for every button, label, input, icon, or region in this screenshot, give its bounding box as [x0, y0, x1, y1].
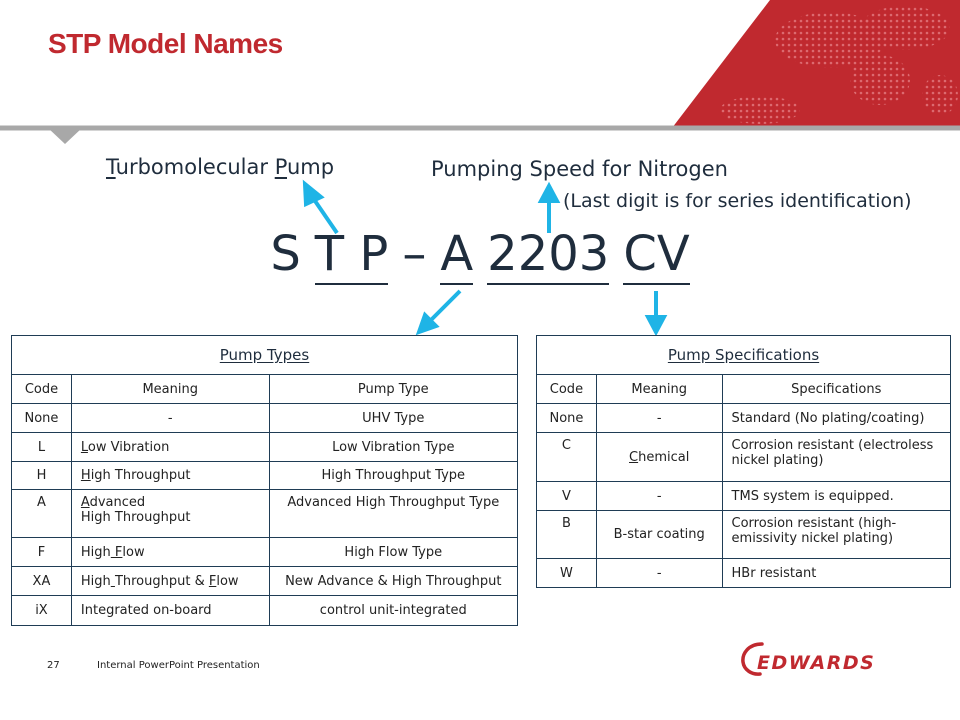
table-row	[12, 433, 518, 462]
table-row	[12, 462, 518, 490]
column-header: Meaning	[71, 375, 269, 404]
annotation-pumping-speed: Pumping Speed for Nitrogen	[431, 157, 728, 181]
arrow-to-turbo	[305, 184, 337, 233]
meaning-cell: Integrated on-board	[71, 596, 269, 626]
spec-cell: Corrosion resistant (electroless nickel plating)	[722, 433, 950, 482]
meaning-cell	[71, 567, 269, 596]
meaning-cell	[71, 433, 269, 462]
code-cell: L	[12, 433, 72, 462]
code-cell: W	[537, 559, 597, 588]
meaning-text: ow Vibration	[87, 439, 170, 455]
type-cell: High Flow Type	[269, 538, 517, 567]
underlined-letter: L	[80, 439, 88, 455]
column-header: Meaning	[596, 375, 722, 404]
table-row	[12, 538, 518, 567]
table-row	[12, 490, 518, 538]
edwards-logo: EDWARDS	[757, 652, 876, 674]
code-cell: None	[12, 404, 72, 433]
underlined-letter: A	[80, 495, 90, 510]
arrow-to-pump-specs	[648, 291, 664, 332]
meaning-text: dvanced	[89, 495, 146, 510]
spec-cell: Corrosion resistant (high-emissivity nickel plating)	[722, 511, 950, 559]
spec-cell: HBr resistant	[722, 559, 950, 588]
model-spec: CV	[623, 225, 689, 285]
spec-cell: Standard (No plating/coating)	[722, 404, 950, 433]
code-cell: V	[537, 482, 597, 511]
pump-types-title: Pump Types	[12, 336, 518, 375]
meaning-cell	[596, 433, 722, 482]
spec-cell: TMS system is equipped.	[722, 482, 950, 511]
page-number: 27	[47, 660, 60, 671]
code-cell: B	[537, 511, 597, 559]
model-s: S	[270, 226, 301, 282]
model-dash: –	[402, 226, 427, 282]
meaning-text: Throughput &	[114, 573, 209, 589]
type-cell: Advanced High Throughput Type	[269, 490, 517, 538]
column-header: Pump Type	[269, 375, 517, 404]
pump-specs-title: Pump Specifications	[537, 336, 951, 375]
table-row	[537, 433, 951, 482]
underlined-letter-t: T	[106, 155, 116, 179]
underlined-letter-p: P	[274, 155, 287, 179]
column-header: Code	[12, 375, 72, 404]
code-cell: F	[12, 538, 72, 567]
column-header: Specifications	[722, 375, 950, 404]
table-row	[12, 404, 518, 433]
type-cell: control unit-integrated	[269, 596, 517, 626]
meaning-cell: -	[71, 404, 269, 433]
meaning-text-line2: High Throughput	[80, 510, 191, 525]
model-tp: T P	[315, 225, 389, 285]
underlined-letter: H	[80, 468, 91, 483]
annotation-text: ump	[287, 155, 335, 179]
meaning-cell	[71, 462, 269, 490]
arrow-to-pump-types	[419, 291, 460, 332]
meaning-text: low	[216, 573, 239, 589]
footer-text: Internal PowerPoint Presentation	[97, 660, 260, 671]
type-cell: UHV Type	[269, 404, 517, 433]
annotation-text: urbomolecular	[115, 155, 275, 179]
meaning-cell: -	[596, 482, 722, 511]
code-cell: None	[537, 404, 597, 433]
meaning-text: High	[80, 573, 111, 589]
model-speed: 2203	[487, 225, 609, 285]
table-row	[537, 511, 951, 559]
type-cell: Low Vibration Type	[269, 433, 517, 462]
underlined-letter: F	[110, 544, 123, 560]
meaning-cell: -	[596, 559, 722, 588]
meaning-cell	[71, 490, 269, 538]
meaning-text: low	[122, 544, 145, 560]
table-row	[537, 404, 951, 433]
code-cell: iX	[12, 596, 72, 626]
code-cell: H	[12, 462, 72, 490]
meaning-cell: B-star coating	[596, 511, 722, 559]
arrow-to-speed	[541, 186, 557, 233]
table-row	[537, 482, 951, 511]
code-cell: A	[12, 490, 72, 538]
underlined-letter: C	[629, 449, 639, 465]
slide-title: STP Model Names	[48, 28, 283, 59]
underlined-letter: F	[208, 573, 217, 589]
meaning-cell: -	[596, 404, 722, 433]
pump-types-table	[11, 335, 518, 626]
meaning-cell	[71, 538, 269, 567]
type-cell: High Throughput Type	[269, 462, 517, 490]
code-cell: C	[537, 433, 597, 482]
meaning-text: hemical	[638, 449, 690, 465]
table-row	[12, 567, 518, 596]
code-cell: XA	[12, 567, 72, 596]
meaning-text: igh Throughput	[90, 468, 191, 483]
column-header: Code	[537, 375, 597, 404]
pump-specs-table	[536, 335, 951, 588]
type-cell: New Advance & High Throughput	[269, 567, 517, 596]
annotation-series-note: (Last digit is for series identification)	[563, 190, 912, 212]
table-row	[537, 559, 951, 588]
meaning-text: High	[80, 544, 111, 560]
model-type: A	[440, 225, 473, 285]
table-row	[12, 596, 518, 626]
